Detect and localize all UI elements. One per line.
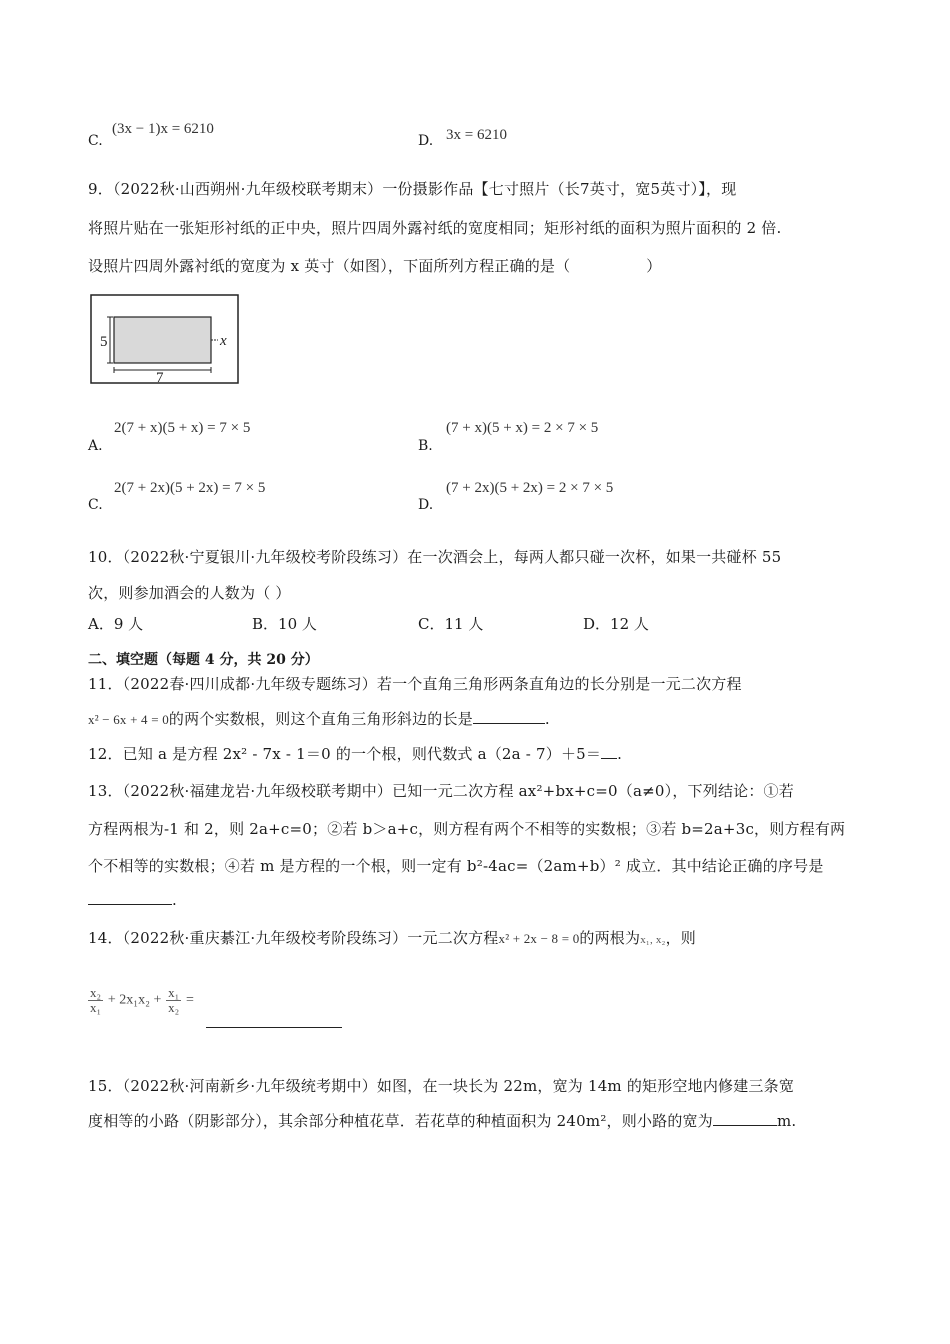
q9-option-d-label: D.	[418, 497, 434, 513]
q14-middle-term: + 2x₁x₂ +	[107, 992, 162, 1008]
q14-answer-blank[interactable]	[206, 1027, 342, 1028]
q9-line2: 将照片贴在一张矩形衬纸的正中央，照片四周外露衬纸的宽度相同；矩形衬纸的面积为照片面积的 2 倍.	[88, 219, 782, 237]
q15-line1: 15．（2022秋·河南新乡·九年级统考期中）如图，在一块长为 22m，宽为 14m 的矩形空地内修建三条宽	[88, 1077, 795, 1095]
q11-answer-blank[interactable]	[473, 722, 545, 724]
q12-answer-blank[interactable]	[601, 757, 617, 759]
q12-line	[88, 743, 622, 764]
q11-line2	[88, 708, 550, 729]
q11-equation: x² − 6x + 4 = 0	[88, 712, 169, 727]
q13-line4-end: .	[172, 891, 177, 909]
height-label: 5	[100, 334, 108, 350]
q13-line1: 13．（2022秋·福建龙岩·九年级校联考期中）已知一元二次方程 ax²+bx+c=0（a≠0），下列结论：①若	[88, 782, 794, 800]
q14-fraction-1: $\frac{\text{x₂}}{\text{x₁}}$	[90, 985, 102, 1015]
q10-line1: 10．（2022秋·宁夏银川·九年级校考阶段练习）在一次酒会上，每两人都只碰一次杯，如果一共碰杯 55	[88, 548, 782, 566]
width-label: 7	[156, 370, 164, 386]
q10-line2: 次，则参加酒会的人数为（ ）	[88, 584, 291, 602]
q15-text: 度相等的小路（阴影部分），其余部分种植花草．若花草的种植面积为 240m²，则小路的宽为	[88, 1112, 713, 1130]
q13-line3: 个不相等的实数根；④若 m 是方程的一个根，则一定有 b²-4ac=（2am+b）² 成立．其中结论正确的序号是	[88, 857, 824, 875]
q9-option-b-expr: (7 + x)(5 + x) = 2 × 7 × 5	[446, 420, 599, 436]
q11-line2-end: .	[544, 710, 550, 728]
q14-mid-text: 的两根为	[579, 929, 641, 947]
photo-rect	[114, 317, 211, 363]
q9-line1: 9．（2022秋·山西朔州·九年级校联考期末）一份摄影作品【七寸照片（长7英寸，宽5英寸）】，现	[88, 180, 737, 198]
q15-line2	[88, 1110, 796, 1131]
q9-option-a-label: A.	[88, 438, 103, 454]
q14-line1	[88, 927, 696, 948]
q13-answer-blank[interactable]	[88, 903, 172, 905]
q13-line4	[88, 891, 177, 909]
q14-fraction-2: $\frac{\text{x₁}}{\text{x₂}}$	[168, 985, 180, 1015]
q14-text: 14．（2022秋·重庆綦江·九年级校考阶段练习）一元二次方程	[88, 929, 499, 947]
q8-option-d-label: D.	[418, 133, 434, 149]
q9-option-b-label: B.	[418, 438, 433, 454]
q14-equation: x² + 2x − 8 = 0	[498, 931, 580, 946]
section2-title: 二、填空题（每题 4 分，共 20 分）	[88, 652, 319, 668]
q13-line2: 方程两根为-1 和 2，则 2a+c=0；②若 b＞a+c，则方程有两个不相等的实数根；③若 b=2a+3c，则方程有两	[88, 820, 846, 838]
q8-option-c-label: C.	[88, 133, 103, 149]
q9-option-d-expr: (7 + 2x)(5 + 2x) = 2 × 7 × 5	[446, 480, 614, 496]
q11-line2-text: 的两个实数根，则这个直角三角形斜边的长是	[168, 710, 473, 728]
q9-line3: 设照片四周外露衬纸的宽度为 x 英寸（如图），下面所列方程正确的是（ ）	[88, 257, 662, 275]
q12-end: .	[617, 745, 623, 763]
q14-line1-end: ，则	[665, 929, 696, 947]
q9-photo-figure	[90, 294, 242, 386]
q9-option-a-expr: 2(7 + x)(5 + x) = 7 × 5	[114, 420, 251, 436]
q14-equals: =	[186, 992, 194, 1008]
q15-line2-end: m.	[776, 1112, 797, 1130]
q8-option-c-expr: (3x − 1)x = 6210	[112, 121, 214, 137]
q14-expression	[88, 986, 194, 1015]
q11-line1: 11．（2022春·四川成都·九年级专题练习）若一个直角三角形两条直角边的长分别是一元二次方程	[88, 675, 742, 693]
q10-option-c: C．11 人	[418, 615, 484, 633]
q15-answer-blank[interactable]	[713, 1124, 777, 1126]
x-label: x	[220, 333, 227, 349]
q10-option-b: B．10 人	[252, 615, 317, 633]
q12-text: 12．已知 a 是方程 2x² - 7x - 1＝0 的一个根，则代数式 a（2a - 7）＋5＝	[88, 745, 602, 763]
q10-option-d: D．12 人	[583, 615, 649, 633]
q9-option-c-label: C.	[88, 497, 103, 513]
q9-option-c-expr: 2(7 + 2x)(5 + 2x) = 7 × 5	[114, 480, 266, 496]
q10-option-a: A．9 人	[88, 615, 144, 633]
q8-option-d-expr: 3x = 6210	[446, 127, 507, 143]
q14-roots: x₁, x₂	[640, 934, 666, 946]
